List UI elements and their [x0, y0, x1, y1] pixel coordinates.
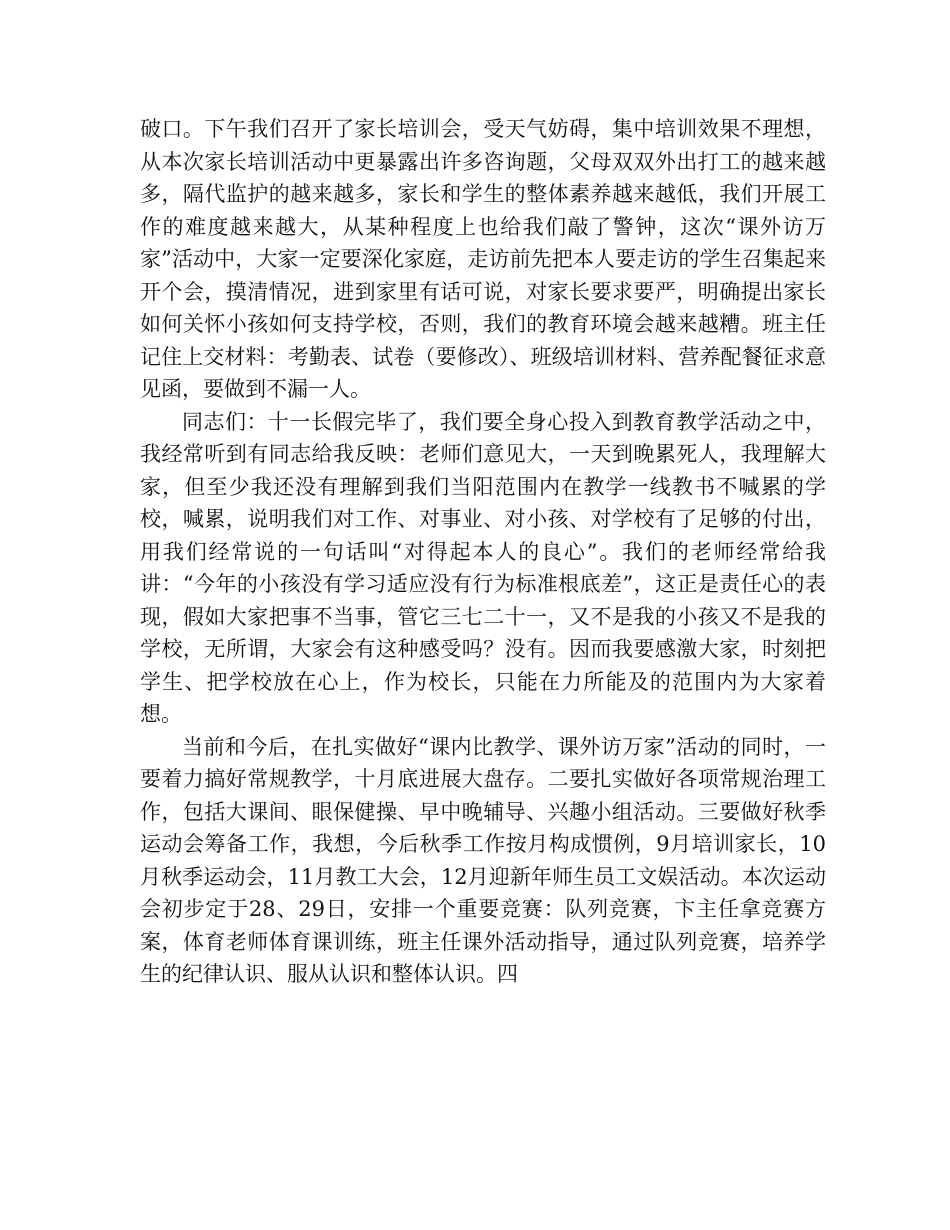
paragraph-3: 当前和今后，在扎实做好“课内比教学、课外访万家”活动的同时，一要着力搞好常规教学，十月底进展大盘存。二要扎实做好各项常规治理工作，包括大课间、眼保健操、早中晚辅导、兴趣小组活动。三要做好秋季运动会筹备工作，我想，今后秋季工作按月构成惯例，9月培训家长，10月秋季运动会，11月教工大会，12月迎新年师生员工文娱活动。本次运动会初步定于28、29日，安排一个重要竞赛：队列竞赛，卞主任拿竞赛方案，体育老师体育课训练，班主任课外活动指导，通过队列竞赛，培养学生的纪律认识、服从认识和整体认识。四: [140, 734, 826, 986]
paragraph-1: 破口。下午我们召开了家长培训会，受天气妨碍，集中培训效果不理想，从本次家长培训活动中更暴露出许多咨询题，父母双双外出打工的越来越多，隔代监护的越来越多，家长和学生的整体素养越来越低，我们开展工作的难度越来越大，从某种程度上也给我们敲了警钟，这次“课外访万家”活动中，大家一定要深化家庭，走访前先把本人要走访的学生召集起来开个会，摸清情况，进到家里有话可说，对家长要求要严，明确提出家长如何关怀小孩如何支持学校，否则，我们的教育环境会越来越糟。班主任记住上交材料：考勤表、试卷（要修改）、班级培训材料、营养配餐征求意见函，要做到不漏一人。: [140, 117, 826, 401]
body-text: [140, 113, 826, 991]
paragraph-2: 同志们：十一长假完毕了，我们要全身心投入到教育教学活动之中，我经常听到有同志给我反映：老师们意见大，一天到晚累死人，我理解大家，但至少我还没有理解到我们当阳范围内在教学一线教书不喊累的学校，喊累，说明我们对工作、对事业、对小孩、对学校有了足够的付出，用我们经常说的一句话叫“对得起本人的良心”。我们的老师经常给我讲：“今年的小孩没有学习适应没有行为标准根底差”，这正是责任心的表现，假如大家把事不当事，管它三七二十一，又不是我的小孩又不是我的学校，无所谓，大家会有这种感受吗？没有。因而我要感激大家，时刻把学生、把学校放在心上，作为校长，只能在力所能及的范围内为大家着想。: [140, 409, 826, 726]
